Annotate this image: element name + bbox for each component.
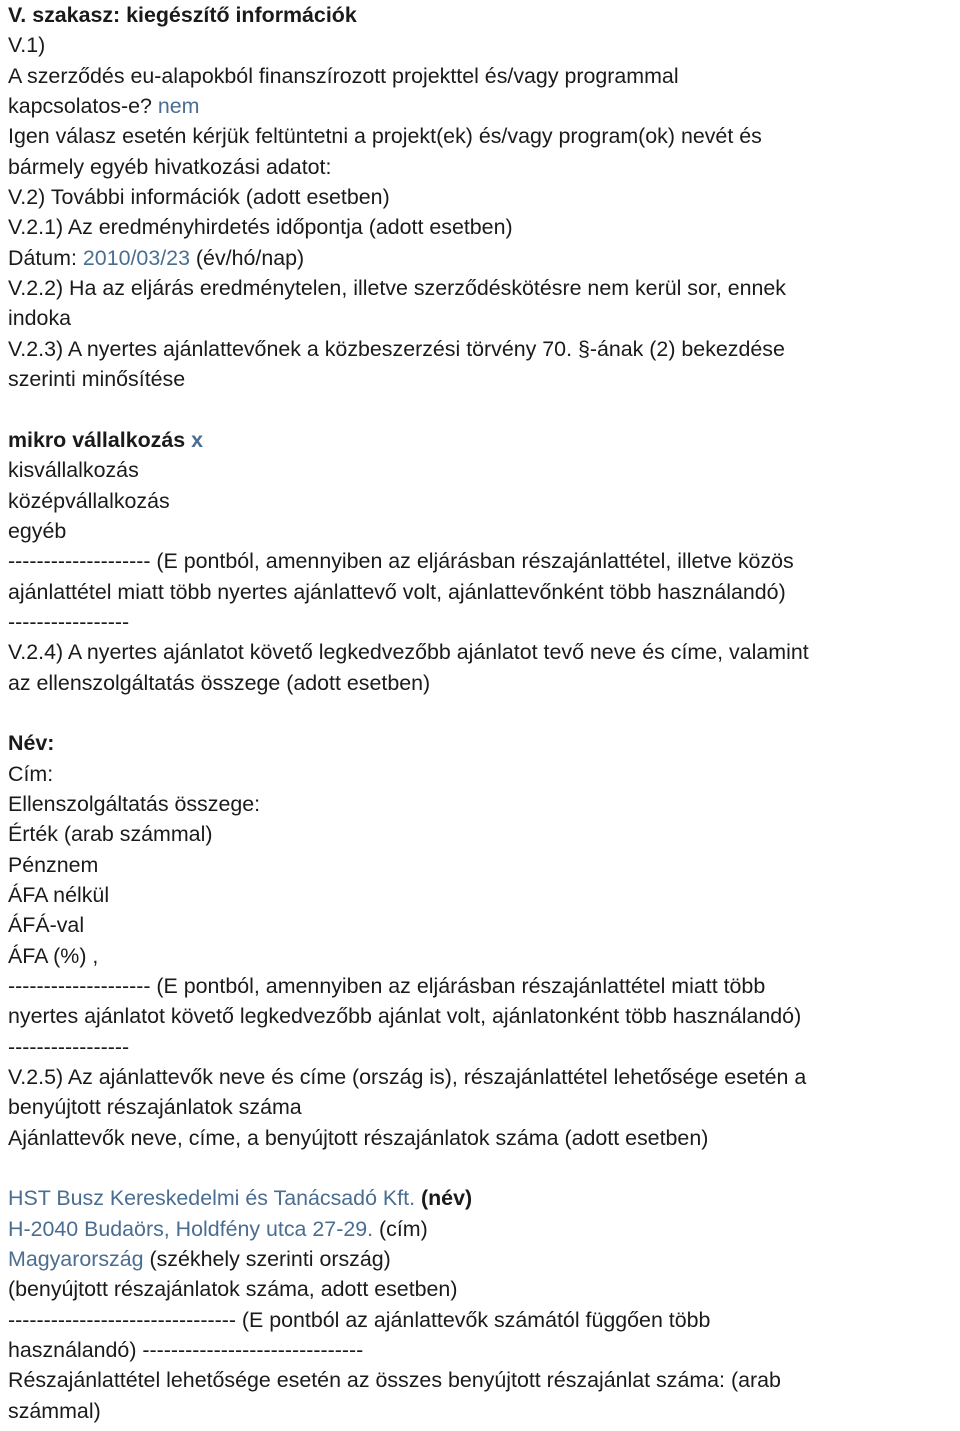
vat-incl-label: ÁFÁ-val (8, 913, 85, 938)
separator1-line2: ajánlattétel miatt több nyertes ajánlattevő volt, ajánlattevőnként több használandó) (8, 579, 786, 604)
bidder-country-suffix: (székhely szerinti ország) (149, 1247, 391, 1272)
bidder-country: Magyarország (8, 1247, 144, 1272)
v1-label: V.1) (8, 33, 46, 58)
spacer (8, 1153, 960, 1183)
micro-label: mikro vállalkozás (8, 427, 186, 452)
micro-mark: x (191, 427, 204, 452)
separator1-line3: ----------------- (8, 609, 130, 634)
total-line1: Részajánlattétel lehetősége esetén az összes benyújtott részajánlat száma: (arab (8, 1368, 781, 1393)
currency-label: Pénznem (8, 852, 99, 877)
v1-instruction-line2: bármely egyéb hivatkozási adatot: (8, 154, 332, 179)
date-line (8, 243, 960, 273)
separator2-line1: -------------------- (E pontból, amennyiben az eljárásban részajánlattétel miatt több (8, 974, 766, 998)
v1-instruction-line1: Igen válasz esetén kérjük feltüntetni a projekt(ek) és/vagy program(ok) nevét és (8, 124, 762, 149)
v22-line2: indoka (8, 306, 72, 331)
v25-line2: benyújtott részajánlatok száma (8, 1095, 302, 1120)
classification-micro (8, 425, 960, 455)
bidder-country-line (8, 1244, 960, 1274)
v1-question-line1: A szerződés eu-alapokból finanszírozott projekttel és/vagy programmal (8, 63, 679, 88)
bidder-address: H-2040 Budaörs, Holdfény utca 27-29. (8, 1216, 374, 1241)
v1-question-prefix: kapcsolatos-e? (8, 94, 152, 119)
v23-line2: szerinti minősítése (8, 367, 186, 392)
v24-line2: az ellenszolgáltatás összege (adott esetben) (8, 670, 431, 695)
total-line2: számmal) (8, 1398, 101, 1423)
consideration-label: Ellenszolgáltatás összege: (8, 791, 261, 816)
bidder-name-line (8, 1183, 960, 1213)
bidder-name-suffix: (név) (420, 1186, 473, 1211)
address-label: Cím: (8, 761, 54, 786)
spacer (8, 394, 960, 424)
v1-question-line2 (8, 91, 960, 121)
v23-line1: V.2.3) A nyertes ajánlattevőnek a közbeszerzési törvény 70. §-ának (2) bekezdése (8, 336, 785, 361)
bidder-name: HST Busz Kereskedelmi és Tanácsadó Kft. (8, 1186, 416, 1211)
separator2-line2: nyertes ajánlatot követő legkedvezőbb ajánlat volt, ajánlatonként több használandó) (8, 1004, 802, 1029)
spacer (8, 698, 960, 728)
classification-medium: középvállalkozás (8, 488, 170, 513)
date-value: 2010/03/23 (82, 245, 190, 270)
bidder-address-line (8, 1214, 960, 1244)
section-heading: V. szakasz: kiegészítő információk (8, 3, 357, 27)
v24-line1: V.2.4) A nyertes ajánlatot követő legkedvezőbb ajánlatot tevő neve és címe, valamint (8, 640, 809, 665)
v2-title: V.2) További információk (adott esetben) (8, 185, 390, 210)
separator3-line2: használandó) ------------------------------- (8, 1338, 364, 1363)
classification-small: kisvállalkozás (8, 458, 139, 483)
date-format: (év/hó/nap) (195, 245, 305, 270)
separator2-line3: ----------------- (8, 1034, 130, 1059)
v22-line1: V.2.2) Ha az eljárás eredménytelen, illetve szerződéskötésre nem kerül sor, ennek (8, 276, 786, 301)
value-label: Érték (arab számmal) (8, 822, 213, 847)
vat-excl-label: ÁFA nélkül (8, 882, 110, 907)
separator1-line1: -------------------- (E pontból, amennyiben az eljárásban részajánlattétel, illetve közös (8, 549, 794, 574)
bidder-address-suffix: (cím) (379, 1216, 428, 1241)
v25-line3: Ajánlattevők neve, címe, a benyújtott részajánlatok száma (adott esetben) (8, 1125, 709, 1150)
name-label: Név: (8, 731, 55, 756)
v21-title: V.2.1) Az eredményhirdetés időpontja (adott esetben) (8, 215, 513, 240)
vat-pct-label: ÁFA (%) , (8, 943, 99, 968)
separator3-line1: -------------------------------- (E pontból az ajánlattevők számától függően több (8, 1307, 711, 1332)
v1-answer: nem (157, 94, 200, 119)
classification-other: egyéb (8, 518, 67, 543)
date-label: Dátum: (8, 245, 77, 270)
bidder-bids-count: (benyújtott részajánlatok száma, adott esetben) (8, 1277, 458, 1302)
v25-line1: V.2.5) Az ajánlattevők neve és címe (ország is), részajánlattétel lehetősége esetén a (8, 1065, 807, 1090)
